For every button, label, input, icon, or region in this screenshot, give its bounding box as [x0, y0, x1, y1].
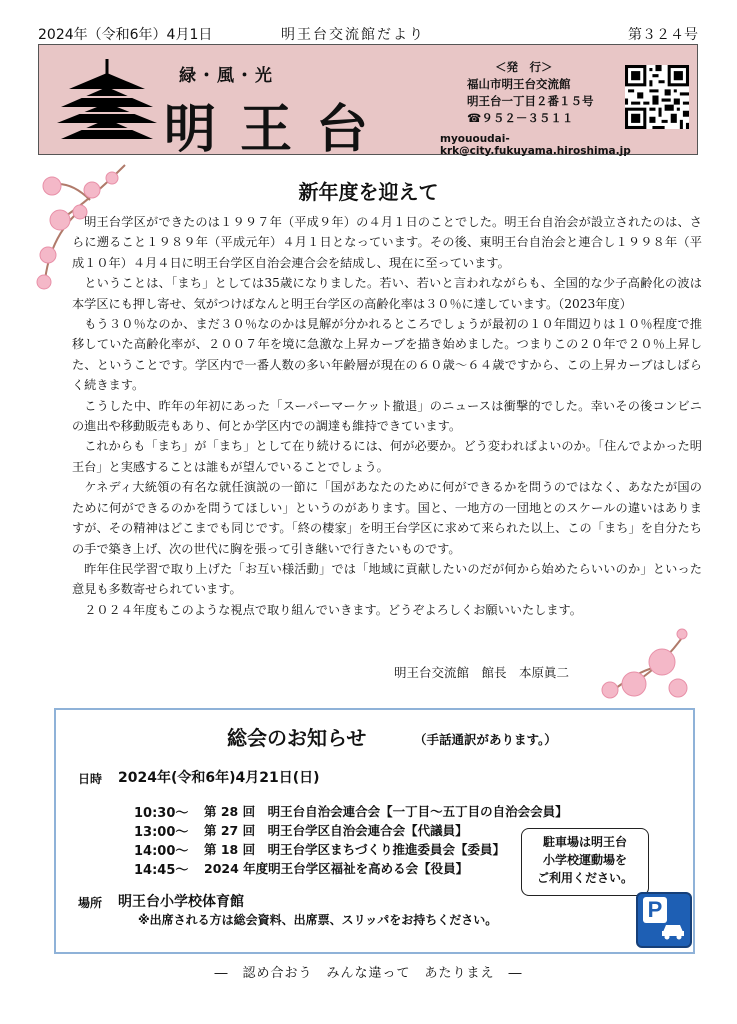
parking-sign-icon: P	[636, 892, 692, 948]
schedule-item: 第 27 回 明王台学区自治会連合会【代議員】	[204, 823, 468, 838]
article-paragraph: 明王台学区ができたのは１９９７年（平成９年）の４月１日のことでした。明王台自治会が設立されたのは、さらに遡ること１９８９年（平成元年）４月１日となっています。その後、東明王台自治会と連合し１９９８年（平成１０年）４月４日に明王台学区自治会連合会を結成し、現在に至っています。	[72, 215, 702, 270]
article-title: 新年度を迎えて	[298, 180, 439, 204]
pagoda-logo-icon	[57, 57, 157, 147]
schedule-item: 第 18 回 明王台学区まちづくり推進委員会【委員】	[204, 842, 505, 857]
issuer-label: ＜発 行＞	[495, 60, 553, 74]
date-label: 日時	[78, 772, 103, 786]
general-meeting-notice	[54, 708, 695, 954]
schedule-time: 14:00～	[134, 844, 189, 859]
article-paragraph: ケネディ大統領の有名な就任演説の一節に「国があなたのために何ができるかを問うのではなく、あなたが国のために何ができるのかを問うてほしい」というのがあります。国と、一地方の一団地とのスケールの違いはありますが、その精神はどこまでも同じです。「終の棲家」を明王台学区に求めて来られた以上、この「まち」を自分たちの手で築き上げ、次の世代に胸を張って引き継いで行きたいものです。	[72, 480, 702, 556]
schedule-time: 10:30～	[134, 806, 189, 821]
article-paragraph: ２０２４年度もこのような視点で取り組んでいきます。どうぞよろしくお願いいたします。	[84, 602, 582, 617]
schedule-time: 13:00～	[134, 825, 189, 840]
issuer-address: 明王台一丁目２番１５号	[467, 94, 594, 108]
article-paragraph: こうした中、昨年の年初にあった「スーパーマーケット撤退」のニュースは衝撃的でした。幸いその後コンビニの進出や移動販売もあり、何とか学区内での調達も維持できています。	[72, 398, 702, 434]
publication-name: 明王台交流館だより	[281, 27, 425, 43]
issuer-phone: ☎９５２－３５１１	[467, 111, 574, 125]
issue-number: 第３２４号	[628, 27, 698, 43]
qr-code-icon	[625, 65, 689, 129]
issuer-name: 福山市明王台交流館	[467, 77, 571, 91]
place-value: 明王台小学校体育館	[118, 894, 244, 910]
article-paragraph: ということは、「まち」としては35歳になりました。若い、若いと言われながらも、全国的な少子高齢化の波は本学区にも押し寄せ、気がつけばなんと明王台学区の高齢化率は３０％に達しています。（2023年度）	[72, 276, 702, 311]
slogan: 緑・風・光	[179, 66, 274, 86]
article-paragraph: 昨年住民学習で取り上げた「お互い様活動」では「地域に貢献したいのだが何から始めたらいいのか」といった意見も多数寄せられています。	[72, 561, 702, 597]
footer-motto: ― 認め合おう みんな違って あたりまえ ―	[214, 966, 523, 981]
schedule-item: 第 28 回 明王台自治会連合会【一丁目～五丁目の自治会会員】	[204, 804, 568, 819]
issue-date: 2024年（令和6年）4月1日	[38, 27, 213, 43]
newsletter-title: 明王台	[164, 99, 393, 160]
issuer-block	[467, 59, 594, 127]
bring-items-note: ※出席される方は総会資料、出席票、スリッパをお持ちください。	[138, 913, 498, 927]
masthead-line	[38, 22, 698, 44]
car-icon	[660, 920, 686, 940]
article-body	[72, 212, 702, 620]
parking-note: 駐車場は明王台 小学校運動場を ご利用ください。	[521, 828, 649, 896]
schedule-item: 2024 年度明王台学区福祉を高める会【役員】	[204, 861, 469, 876]
article-paragraph: これからも「まち」が「まち」として在り続けるには、何が必要か。どう変わればよいのか。「住んでよかった明王台」と実感することは誰もが望んでいることでしょう。	[72, 439, 702, 474]
article-signature: 明王台交流館 館長 本原眞二	[394, 665, 570, 680]
cherry-blossom-icon	[596, 622, 696, 712]
notice-subtitle: （手話通訳があります。）	[414, 732, 557, 747]
banner	[38, 44, 698, 160]
place-label: 場所	[78, 896, 103, 910]
notice-title: 総会のお知らせ	[227, 726, 367, 750]
date-value: 2024年(令和6年)4月21日(日)	[118, 770, 320, 786]
schedule-time: 14:45～	[134, 863, 189, 878]
article-paragraph: もう３０％なのか、まだ３０％なのかは見解が分かれるところでしょうが最初の１０年間辺りは１０％程度で推移していた高齢化率が、２００７年を境に急激な上昇カーブを描き始めました。つまりこの２０年で２０％上昇した、ということです。学区内で一番人数の多い年齢層が現在の６０歳～６４歳ですから、この上昇カーブはしばらく続きます。	[72, 317, 702, 393]
issuer-email: myououdai-krk@city.fukuyama.hiroshima.jp	[440, 133, 631, 157]
